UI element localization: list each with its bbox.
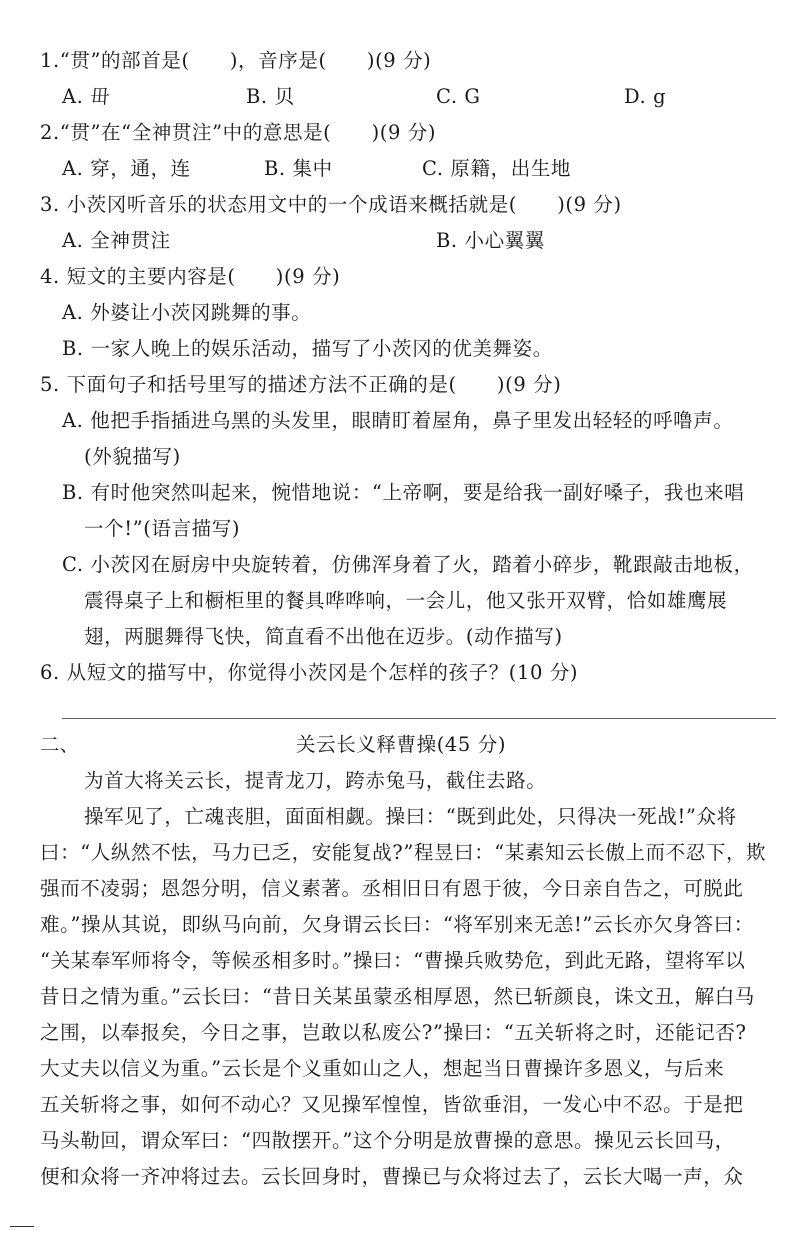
question-5-option-c-line-1: C. 小茨冈在厨房中央旋转着，仿佛浑身着了火，踏着小碎步，靴跟敲击地板， bbox=[62, 553, 754, 576]
question-4-stem: 4. 短文的主要内容是( )(9 分) bbox=[40, 265, 341, 288]
question-5-option-a-line-1: A. 他把手指插进乌黑的头发里，眼睛盯着屋角，鼻子里发出轻轻的呼噜声。 bbox=[62, 409, 734, 432]
passage-line: 便和众将一齐冲将过去。云长回身时，曹操已与众将过去了，云长大喝一声，众 bbox=[40, 1165, 744, 1188]
passage-line: 五关斩将之事，如何不动心？又见操军惶惶，皆欲垂泪，一发心中不忍。于是把 bbox=[40, 1093, 744, 1116]
option-a: A. 毌 bbox=[62, 85, 111, 108]
passage-line: “关某奉军师将令，等候丞相多时。”操曰：“曹操兵败势危，到此无路，望将军以 bbox=[40, 949, 746, 972]
section-number: 二、 bbox=[40, 733, 80, 756]
question-6-stem: 6. 从短文的描写中，你觉得小茨冈是个怎样的孩子？(10 分) bbox=[40, 661, 579, 684]
option-b: B. 贝 bbox=[246, 85, 295, 108]
option-c: C. G bbox=[436, 85, 481, 108]
question-5-option-a-line-2: (外貌描写) bbox=[84, 445, 181, 468]
option-b: B. 集中 bbox=[264, 157, 333, 180]
option-c: C. 原籍，出生地 bbox=[422, 157, 572, 180]
option-b: B. 小心翼翼 bbox=[436, 229, 545, 252]
passage-line: 昔日之情为重。”云长曰：“昔日关某虽蒙丞相厚恩，然已斩颜良，诛文丑，解白马 bbox=[40, 985, 755, 1008]
option-a: A. 穿，通，连 bbox=[62, 157, 191, 180]
question-4-option-a: A. 外婆让小茨冈跳舞的事。 bbox=[62, 301, 312, 324]
question-5-stem: 5. 下面句子和括号里写的描述方法不正确的是( )(9 分) bbox=[40, 373, 562, 396]
question-5-option-c-line-3: 翅，两腿舞得飞快，简直看不出他在迈步。(动作描写) bbox=[84, 625, 563, 648]
question-2-stem: 2.“贯”在“全神贯注”中的意思是( )(9 分) bbox=[40, 121, 437, 144]
question-5-option-b-line-2: 一个!”(语言描写) bbox=[84, 517, 241, 540]
passage-line: 为首大将关云长，提青龙刀，跨赤兔马，截住去路。 bbox=[84, 769, 547, 792]
passage-line: 之围，以奉报矣，今日之事，岂敢以私废公?”操曰：“五关斩将之时，还能记否? bbox=[40, 1021, 747, 1044]
page-footer-mark bbox=[10, 1226, 34, 1227]
passage-line: 大丈夫以信义为重。”云长是个义重如山之人，想起当日曹操许多恩义，与后来 bbox=[40, 1057, 725, 1080]
passage-line: 马头勒回，谓众军曰：“四散摆开。”这个分明是放曹操的意思。操见云长回马， bbox=[40, 1129, 735, 1152]
passage-line: 曰：“人纵然不怯，马力已乏，安能复战?”程昱曰：“某素知云长傲上而不忍下，欺 bbox=[40, 841, 767, 864]
passage-line: 难。”操从其说，即纵马向前，欠身谓云长曰：“将军别来无恙!”云长亦欠身答曰： bbox=[40, 913, 754, 936]
section-divider bbox=[62, 718, 776, 719]
question-5-option-c-line-2: 震得桌子上和橱柜里的餐具哗哗响，一会儿，他又张开双臂，恰如雄鹰展 bbox=[84, 589, 728, 612]
passage-line: 强而不凌弱；恩怨分明，信义素著。丞相旧日有恩于彼，今日亲自告之，可脱此 bbox=[40, 877, 744, 900]
section-title: 关云长义释曹操(45 分) bbox=[296, 733, 507, 756]
passage-line: 操军见了，亡魂丧胆，面面相觑。操曰：“既到此处，只得决一死战!”众将 bbox=[84, 805, 737, 828]
option-d: D. g bbox=[624, 85, 667, 108]
question-1-stem: 1.“贯”的部首是( )，音序是( )(9 分) bbox=[40, 49, 432, 72]
question-4-option-b: B. 一家人晚上的娱乐活动，描写了小茨冈的优美舞姿。 bbox=[62, 337, 553, 360]
question-5-option-b-line-1: B. 有时他突然叫起来，惋惜地说：“上帝啊，要是给我一副好嗓子，我也来唱 bbox=[62, 481, 745, 504]
option-a: A. 全神贯注 bbox=[62, 229, 171, 252]
question-3-stem: 3. 小茨冈听音乐的状态用文中的一个成语来概括就是( )(9 分) bbox=[40, 193, 622, 216]
